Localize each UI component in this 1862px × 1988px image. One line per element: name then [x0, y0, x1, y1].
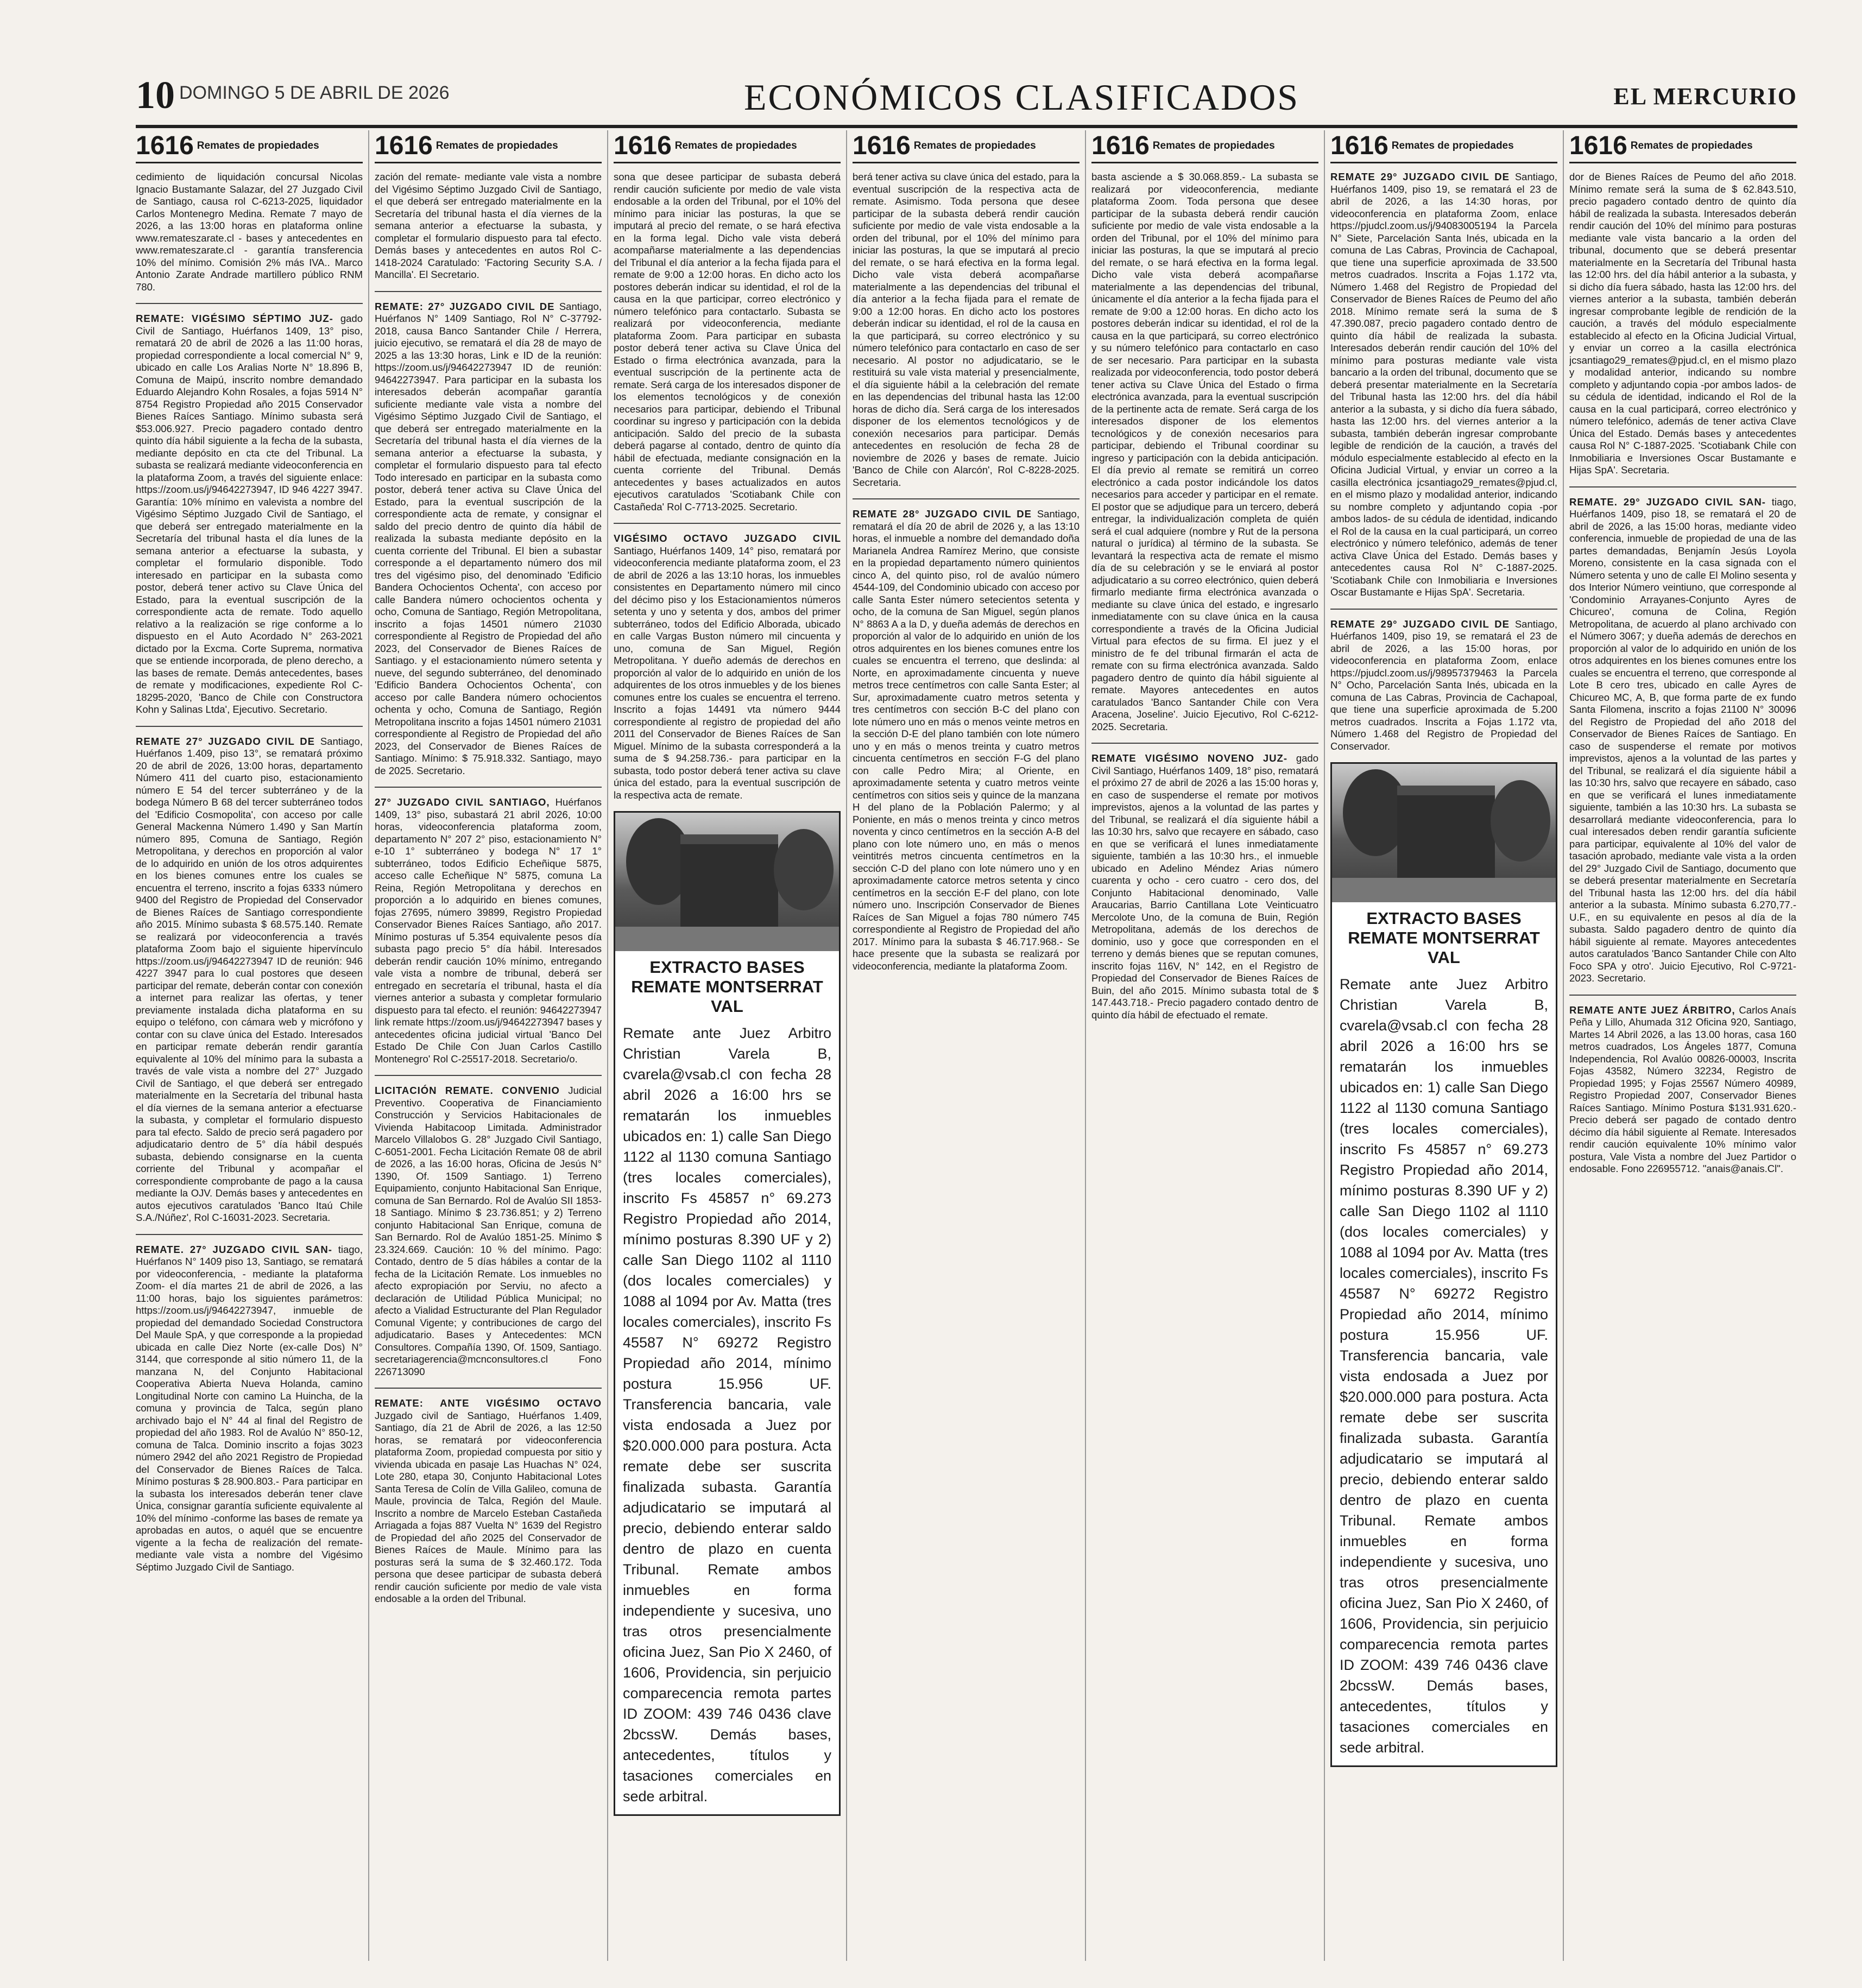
classified-notice: [1091, 752, 1318, 1021]
classified-notice: [1569, 1004, 1796, 1175]
notice-separator: [853, 498, 1080, 499]
notice-text: Santiago, rematará el día 20 de abril de 2026 y, a las 13:10 horas, el inmueble a nombre del demandado doña Marianela Andrea Ramírez Merino, que consiste en la propiedad departamento número quinientos cinco A, del quinto piso, rol de avalúo número 4544-109, del Condominio ubicado con acceso por calle Santa Ester número setecientos setenta y ocho, de la comuna de San Miguel, según planos N° 8863 A a la D, y dueña además de derechos en proporción al valor de lo adquirido en unión de los otros adquirentes en los bienes comunes entre los cuales se encuentra el terreno, que deslinda: al Norte, en aproximadamente cincuenta y nueve metros trece centímetros con calle Santa Ester; al Sur, aproximadamente cuatro metros setenta y tres centímetros con sección B-C del plano con lote número uno en más o menos veinte metros en la sección D-E del plano también con lote número uno y en más o menos treinta y cuatro metros cincuenta centímetros en sección F-G del plano con calle Pedro Mira; al Oriente, en aproximadamente setenta y cuatro metros veinte centímetros con sitios seis y quince de la manzana H del plano de la Población Palermo; y al Poniente, en más o menos treinta y cinco metros noventa y cinco centímetros en la sección A-B del plano con lote número uno, en más o menos veintitrés metros cincuenta centímetros en la sección C-D del plano con lote número uno y en aproximadamente catorce metros setenta y cinco centímetros en la sección E-F del plano, con lote número uno. Inscripción Conservador de Bienes Raíces de San Miguel a fojas 780 número 745 correspondiente al Registro de Propiedad del año 2017. Mínimo para la subasta $ 46.717.968.- Se hace presente que la subasta se realizará por videoconferencia, mediante la plataforma Zoom.: [853, 508, 1080, 972]
page-header: [136, 71, 1797, 128]
notice-separator: [375, 787, 602, 788]
classified-notice: [853, 508, 1080, 972]
classified-notice: [136, 171, 363, 293]
classified-notice: [136, 1244, 363, 1574]
ad-body: Remate ante Juez Arbitro Christian Varela B, cvarela@vsab.cl con fecha 28 abril 2026 a 16:00 hrs se rematarán los inmuebles ubicados en: 1) calle San Diego 1122 al 1130 comuna Santiago (tres locales comerciales), inscrito Fs 45857 n° 69.273 Registro Propiedad año 2014, mínimo posturas 8.390 UF y 2) calle San Diego 1102 al 1110 (dos locales comerciales) y 1088 al 1094 por Av. Matta (tres locales comerciales), inscrito Fs 45587 N° 69272 Registro Propiedad año 2014, mínimo postura 15.956 UF. Transferencia bancaria, vale vista endosada a Juez por $20.000.000 para postura. Acta remate debe ser suscrita finalizada subasta. Garantía adjudicatario se imputará al precio, debiendo enterar saldo dentro de plazo en cuenta Tribunal. Remate ambos inmuebles en forma independiente y sucesiva, uno tras otros presencialmente oficina Juez, San Pio X 2460, of 1606, Providencia, sin perjuicio comparecencia remota partes ID ZOOM: 439 746 0436 clave 2bcssW. Demás bases, antecedentes, títulos y tasaciones comerciales en sede arbitral.: [623, 1025, 831, 1805]
category-code: 1616: [853, 131, 911, 160]
classified-notice: [1569, 171, 1796, 477]
category-header: [136, 130, 363, 163]
classified-notice: [1091, 171, 1318, 733]
category-header: [1330, 130, 1557, 163]
column-7: [1569, 130, 1796, 1961]
category-header: [375, 130, 602, 163]
classified-notice: [1330, 618, 1557, 753]
notice-separator: [136, 1234, 363, 1235]
notice-text: Santiago, Huérfanos 1409, piso 19, se rematará el 23 de abril de 2026, a las 15:00 horas, por videoconferencia en plataforma Zoom, enlace https://pjudcl.zoom.us/j/98957379463 la Parcela N° Ocho, Parcelación Santa Inés, ubicada en la comuna de Las Cabras, Provincia de Cachapoal, que tiene una superficie aproximada de 5.200 metros cuadrados. Inscrita a Fojas 1.172 vta, Número 1.468 del Registro de Propiedad del Conservador.: [1330, 618, 1557, 752]
notice-text: cedimiento de liquidación concursal Nicolas Ignacio Bustamante Salazar, del 27 Juzgado Civil de Santiago, causa rol C-6213-2025, liquidador Carlos Montenegro Medina. Remate 7 mayo de 2026, a las 13:00 horas en plataforma online www.remateszarate.cl - bases y antecedentes en www.remateszarate.cl - garantía transferencia 10% del mínimo. Comisión 2% más IVA.. Marco Antonio Zarate Andrade martillero público RNM 780.: [136, 171, 363, 293]
column-2: [375, 130, 602, 1961]
category-code: 1616: [1330, 131, 1388, 160]
newspaper-brand: EL MERCURIO: [1613, 83, 1797, 110]
category-code: 1616: [375, 131, 433, 160]
notice-separator: [136, 303, 363, 304]
column-rule: [368, 130, 369, 1961]
category-label: Remates de propiedades: [674, 140, 797, 151]
ad-body: Remate ante Juez Arbitro Christian Varela B, cvarela@vsab.cl con fecha 28 abril 2026 a 16:00 hrs se rematarán los inmuebles ubicados en: 1) calle San Diego 1122 al 1130 comuna Santiago (tres locales comerciales), inscrito Fs 45857 n° 69.273 Registro Propiedad año 2014, mínimo posturas 8.390 UF y 2) calle San Diego 1102 al 1110 (dos locales comerciales) y 1088 al 1094 por Av. Matta (tres locales comerciales), inscrito Fs 45587 N° 69272 Registro Propiedad año 2014, mínimo postura 15.956 UF. Transferencia bancaria, vale vista endosada a Juez por $20.000.000 para postura. Acta remate debe ser suscrita finalizada subasta. Garantía adjudicatario se imputará al precio, debiendo enterar saldo dentro de plazo en cuenta Tribunal. Remate ambos inmuebles en forma independiente y sucesiva, uno tras otros presencialmente oficina Juez, San Pio X 2460, of 1606, Providencia, sin perjuicio comparecencia remota partes ID ZOOM: 439 746 0436 clave 2bcssW. Demás bases, antecedentes, títulos y tasaciones comerciales en sede arbitral.: [1340, 976, 1548, 1756]
notice-text: Santiago, Huérfanos 1409, 14° piso, rematará por videoconferencia mediante plataforma zoom, el 23 de abril de 2026 a las 13:10 horas, los inmuebles consistentes en Departamento número mil cinco del décimo piso y los Estacionamientos números setenta y uno y setenta y dos, ambos del primer subterráneo, todos del Edificio Alborada, ubicado en calle Vargas Buston número mil cincuenta y uno, comuna de San Miguel, Región Metropolitana. Y dueño además de derechos en proporción al valor de lo adquirido en unión de los adquirentes de los otros inmuebles y de los bienes comunes entre los cuales se encuentra el terreno. Inscrito a fojas 14491 vta número 9444 correspondiente al registro de propiedad del año 2011 del Conservador de Bienes Raíces de San Miguel. Mínimo de la subasta corresponderá a la suma de $ 94.258.736.- para participar en la subasta, todo postor deberá tener activa su clave única del estado, para la eventual suscripción de la respectiva acta de remate.: [614, 545, 841, 801]
column-rule: [1324, 130, 1325, 1961]
notice-separator: [614, 523, 841, 524]
notice-text: tiago, Huérfanos N° 1409 piso 13, Santiago, se rematará por videoconferencia, - mediante la plataforma Zoom- el día martes 21 de abril de 2026, a las 11:00 horas, bajo los siguientes parámetros: https://zoom.us/j/94642273947, inmueble de propiedad del demandado Sociedad Constructora Del Maule SpA, y que corresponde a la propiedad ubicada en calle Diez Norte (ex-calle Dos) N° 3144, que corresponde al sitio número 11, de la manzana N, del Conjunto Habitacional Cooperativa Abierta Nueva Holanda, camino Longitudinal Norte con camino La Huincha, de la comuna y provincia de Talca, según plano archivado bajo el N° 44 al final del Registro de propiedad del año 1983. Rol de Avalúo N° 850-12, comuna de Talca. Dominio inscrito a fojas 3023 número 2942 del año 2021 Registro de Propiedad del Conservador de Bienes Raíces de Talca. Mínimo posturas $ 28.900.803.- Para participar en la subasta los interesados deberán tener clave Única, consignar garantía suficiente equivalente al 10% del mínimo -conforme las bases de remate ya aprobadas en autos, o aquél que se encuentre vigente a la fecha de realización del remate- mediante vale vista a nombre del Vigésimo Séptimo Juzgado Civil de Santiago.: [136, 1243, 363, 1573]
notice-text: Santiago, Huérfanos 1.409, piso 13°, se rematará próximo 20 de abril de 2026, 13:00 horas, departamento Número 411 del cuarto piso, estacionamiento número E 54 del tercer subterráneo y de la bodega Número B 68 del tercer subterráneo todos del 'Edificio Cosmopolita', con acceso por calle General Mackenna Número 1.490 y San Martín número 895, Comuna de Santiago, Región Metropolitana, y derechos en proporción al valor de lo adquirido en unión de los otros adquirentes en los bienes comunes entre los cuales se encuentra el terreno, inscrito a fojas 6333 número 9400 del Registro de Propiedad del Conservador de Bienes Raíces de Santiago correspondiente año 2015. Mínimo subasta $ 68.575.140. Remate se realizará por videoconferencia a través plataforma Zoom bajo el siguiente hipervínculo https://zoom.us/j/94642273947 ID de reunión: 946 4227 3947 para lo cual postores que deseen participar del remate, deberán contar con conexión a internet para realizar las ofertas, y tener previamente instalada dicha plataforma en su equipo o teléfono, con cámara web y micrófono y contar con su clave única del Estado. Interesados en participar remate deberán rendir garantía equivalente al 10% del mínimo para la subasta a través de vale vista a nombre del 27° Juzgado Civil de Santiago, el que deberá ser entregado materialmente en la Secretaría del tribunal hasta el día viernes de la semana anterior a efectuarse la subasta, y completar el formulario dispuesto para tal efecto. Saldo de precio será pagadero por adjudicatario dentro de 5° día hábil después subasta, debiendo consignarse en la cuenta corriente del Tribunal y acompañar el correspondiente comprobante de pago a la causa mediante la OJV. Demás bases y antecedentes en autos ejecutivos caratulados 'Banco Itaú Chile S.A./Núñez', Rol C-16031-2023. Secretaria.: [136, 735, 363, 1223]
classified-notice: [1330, 171, 1557, 599]
classified-notice: [136, 736, 363, 1224]
column-4: [853, 130, 1080, 1961]
classified-notice: [853, 171, 1080, 489]
notice-separator: [1569, 995, 1796, 996]
notice-text: Judicial Preventivo. Cooperativa de Financiamiento Construcción y Servicios Habitacionales de Vivienda Habitacoop Limitada. Administrador Marcelo Villalobos G. 28° Juzgado Civil Santiago, C-6051-2001. Fecha Licitación Remate 08 de abril de 2026, a las 16:00 horas, Oficina de Jesús N° 1390, Of. 1509 Santiago. 1) Terreno Equipamiento, conjunto Habitacional San Enrique, comuna de San Bernardo. Rol de Avalúo SII 1853-18 Santiago. Mínimo $ 23.736.851; y 2) Terreno conjunto Habitacional San Enrique, comuna de San Bernardo. Rol de Avalúo 1851-25. Mínimo $ 23.324.669. Caución: 10 % del mínimo. Pago: Contado, dentro de 5 días hábiles a contar de la fecha de la Licitación Remate. Los inmuebles no afecto expropiación por Serviu, no afecto a declaración de Utilidad Pública Municipal; no afecto a Vialidad Estructurante del Plan Regulador Comunal Vigente; y contribuciones de cargo del adjudicatario. Bases y Antecedentes: MCN Consultores. Compañía 1390, Of. 1509, Santiago. secretariagerencia@mcnconsultores.cl Fono 226713090: [375, 1085, 602, 1377]
notice-separator: [136, 726, 363, 727]
classified-notice: [375, 301, 602, 777]
boxed-advertisement: [614, 811, 841, 1816]
category-label: Remates de propiedades: [1391, 140, 1514, 151]
notice-heading: REMATE 27° JUZGADO CIVIL DE: [136, 735, 320, 747]
notice-text: Huérfanos 1409, 13° piso, subastará 21 abril 2026, 10:00 horas, videoconferencia plataforma zoom, departamento N° 207 2° piso, estacionamiento N° e-10 1° subterráneo y bodega N° 17 1° subterráneo, todos Edificio Echeñique 5875, acceso calle Echeñique N° 5875, comuna La Reina, Región Metropolitana y derechos en proporción a lo adquirido en bienes comunes, fojas 27695, número 39899, Registro Propiedad Conservador Bienes Raíces Santiago, año 2017. Mínimo posturas uf 5.354 equivalente pesos día subasta pago precio 5° día hábil. Interesados deberán rendir caución 10% mínimo, entregando vale vista a nombre de tribunal, deberá ser entregado en secretaría el tribunal, hasta el día viernes anterior a subasta y completar formulario dispuesto para tal efecto. el reunión: 94642273947 link remate https://zoom.us/j/94642273947 bases y antecedentes oficina judicial virtual 'Banco Del Estado De Chile Con Juan Carlos Castillo Montenegro' Rol C-25517-2018. Secretario/o.: [375, 796, 602, 1065]
notice-text: gado Civil de Santiago, Huérfanos 1409, 13° piso, rematará 20 de abril de 2026 a las 11:00 horas, propiedad correspondiente a local comercial N° 9, ubicado en calle Los Aralias Norte N° 18.896 B, Comuna de Maipú, inscrito nombre demandado Eduardo Alejandro Kohn Rosales, a fojas 5914 N° 8754 Registro Propiedad año 2015 Conservador Bienes Raíces Santiago. Mínimo subasta será $53.006.927. Precio pagadero contado dentro quinto día hábil siguiente a la fecha de la subasta, mediante depósito en cta cte del Tribunal. La subasta se realizará mediante videoconferencia en la plataforma Zoom, a través del siguiente enlace: https://zoom.us/j/94642273947, ID 946 4227 3947. Garantía: 10% mínimo en valevista a nombre del Vigésimo Séptimo Juzgado Civil de Santiago, el que deberá ser entregado materialmente en la Secretaría del tribunal hasta el día lunes de la semana anterior a efectuarse la subasta, y completar el formulario disponible. Todo interesado en participar en la subasta como postor, deberá tener activo su Clave Única del Estado, para la eventual suscripción de la correspondiente acta de remate. Todo aquello relativo a la realización se rige conforme a lo dispuesto en el Auto Acordado N° 263-2021 dictado por la Excma. Corte Suprema, normativa que se entiende incorporada, de pleno derecho, a las bases de remate. Demás antecedentes, bases de remate y modificaciones, expediente Rol C-18295-2020, 'Banco de Chile con Constructora Kohn y Salinas Ltda', Ejecutivo. Secretario.: [136, 313, 363, 715]
column-1: [136, 130, 363, 1961]
notice-heading: REMATE 29° JUZGADO CIVIL DE: [1330, 618, 1515, 630]
notice-heading: REMATE: 27° JUZGADO CIVIL DE: [375, 300, 559, 312]
notice-heading: 27° JUZGADO CIVIL SANTIAGO,: [375, 796, 556, 808]
column-rule: [846, 130, 847, 1961]
category-code: 1616: [1091, 131, 1150, 160]
classified-notice: [614, 171, 841, 513]
classified-notice: [375, 1085, 602, 1378]
notice-separator: [375, 1075, 602, 1076]
notice-text: Santiago, Huérfanos 1409, piso 19, se rematará el 23 de abril de 2026, a las 14:30 horas, por videoconferencia en plataforma Zoom, enlace https://pjudcl.zoom.us/j/94083005194 la Parcela N° Siete, Parcelación Santa Inés, ubicada en la comuna de Las Cabras, Provincia de Cachapoal, que tiene una superficie aproximada de 33.500 metros cuadrados. Inscrita a Fojas 1.172 vta, Número 1.468 del Registro de Propiedad del Conservador de Bienes Raíces de Peumo del año 2018. Mínimo remate será la suma de $ 47.390.087, precio pagadero contado dentro de quinto día hábil de realizada la subasta. Interesados deberán rendir caución del 10% del mínimo para posturas mediante vale vista bancario a la orden del tribunal, documento que se deberá presentar materialmente en la Secretaría del Tribunal hasta las 12:00 hrs. del día hábil anterior a la subasta, y si dicho día fuera sábado, hasta las 12:00 hrs. del viernes anterior a la subasta, también deberán ingresar comprobante legible de rendición de la caución, a través del módulo especialmente establecido al efecto en la Oficina Judicial Virtual, y enviar un correo a la casilla electrónica jcsantiago29_remates@pjud.cl, en el mismo plazo y modalidad anterior, indicando su nombre completo y adjuntando copia -por ambos lados- de su cédula de identidad, indicando el Rol de la causa en la cual participará, un correo electrónico y número telefónico, además de tener activa Clave Única del Estado. Demás bases y antecedentes causa Rol N° C-1887-2025. 'Scotiabank Chile con Inmobiliaria e Inversiones Oscar Bustamante e Hijas SpA'. Secretaria.: [1330, 171, 1557, 598]
classified-notice: [1569, 496, 1796, 985]
notice-heading: REMATE: ANTE VIGÉSIMO OCTAVO: [375, 1397, 602, 1409]
boxed-advertisement: [1330, 762, 1557, 1767]
column-3: [614, 130, 841, 1961]
notice-text: berá tener activa su clave única del estado, para la eventual suscripción de la respectiva acta de remate. Asimismo. Toda persona que desee participar de la subasta deberá rendir caución suficiente por medio de vale vista endosable a la orden del tribunal, por el 10% del mínimo para iniciar las posturas, la que se imputará al precio del remate, o se hará efectiva en la forma legal. Dicho vale vista deberá acompañarse materialmente a las dependencias del tribunal el día anterior a la fecha fijada para el remate de 9:00 a 12:00 horas. En dicho acto los postores deberán indicar su identidad, el rol de la causa en la que participará, su correo electrónico y su número telefónico para contactarlo en caso de ser necesario. Al postor no adjudicatario, se le restituirá su vale vista material y presencialmente, el día siguiente hábil a la celebración del remate en las dependencias del tribunal hasta las 12:00 horas de dicho día. Será carga de los interesados disponer de los elementos tecnológicos y de conexión necesarios para participar. Demás antecedentes en resolución de fecha 28 de noviembre de 2026 y bases de remate. Juicio 'Banco de Chile con Alarcón', Rol C-8228-2025. Secretaria.: [853, 171, 1080, 488]
section-title: ECONÓMICOS CLASIFICADOS: [744, 77, 1300, 118]
notice-separator: [1330, 609, 1557, 610]
notice-text: zación del remate- mediante vale vista a nombre del Vigésimo Séptimo Juzgado Civil de Santiago, el que deberá ser entregado materialmente en la Secretaría del tribunal hasta el día viernes de la semana anterior a efectuarse la subasta, y completar el formulario dispuesto para tal efecto. Demás bases y antecedentes en autos Rol C-1418-2024 Caratulado: 'Factoring Security S.A. / Mancilla'. El Secretario.: [375, 171, 602, 280]
classified-notice: [375, 1397, 602, 1605]
notice-text: Santiago, Huérfanos N° 1409 Santiago, Rol N° C-37792-2018, causa Banco Santander Chile / Herrera, juicio ejecutivo, se rematará el día 28 de mayo de 2025 a las 13:30 horas, Link e ID de la reunión: https://zoom.us/j/94642273947 ID de reunión: 94642273947. Para participar en la subasta los interesados deberán acompañar garantía suficiente mediante vale vista a nombre del Vigésimo Séptimo Juzgado Civil de Santiago, el que deberá ser entregado materialmente en la Secretaría del tribunal hasta el día viernes de la semana anterior a efectuarse la subasta, y completar el formulario dispuesto para tal efecto Todo interesado en participar en la subasta como postor, deberá tener activa su Clave Única del Estado, para la eventual suscripción de la correspondiente acta de remate, y consignar el saldo del precio dentro de quinto día hábil de realizada la subasta mediante depósito en la cuenta corriente del Tribunal. El bien a subastar corresponde a el departamento número dos mil tres del vigésimo piso, del denominado 'Edificio Bandera Ochocientos Ochenta', con acceso por calle Bandera número ochocientos ochenta y ocho, Comuna de Santiago, Región Metropolitana, inscrito a fojas 14501 número 21030 correspondiente al Registro de Propiedad del año 2023, del Conservador de Bienes Raíces de Santiago. y el estacionamiento número setenta y nueve, del segundo subterráneo, del denominado 'Edificio Bandera Ochocientos Ochenta', con acceso por calle Bandera número ochocientos ochenta y ocho, Comuna de Santiago, Región Metropolitana inscrito a fojas 14501 número 21031 correspondiente al Registro de Propiedad del año 2023, del Conservador de Bienes Raíces de Santiago. Mínimo: $ 75.918.332. Santiago, mayo de 2025. Secretario.: [375, 300, 602, 776]
notice-heading: REMATE 28° JUZGADO CIVIL DE: [853, 508, 1037, 520]
notice-heading: REMATE VIGÉSIMO NOVENO JUZ-: [1091, 752, 1296, 764]
classified-notice: [375, 171, 602, 281]
column-rule: [1563, 130, 1564, 1961]
notice-separator: [375, 1388, 602, 1389]
building-photo: [615, 813, 839, 951]
category-header: [1569, 130, 1796, 163]
category-header: [614, 130, 841, 163]
column-6: [1330, 130, 1557, 1961]
ad-title: EXTRACTO BASES REMATE MONTSERRAT VAL: [1348, 909, 1540, 967]
category-label: Remates de propiedades: [197, 140, 319, 151]
classified-notice: [614, 533, 841, 801]
notice-heading: REMATE 29° JUZGADO CIVIL DE: [1330, 171, 1515, 182]
category-label: Remates de propiedades: [1630, 140, 1753, 151]
notice-text: Carlos Anaís Peña y Lillo, Ahumada 312 Oficina 920, Santiago, Martes 14 Abril 2026, a las 13.00 horas, casa 160 metros cuadrados, Los Ángeles 1877, Comuna Independencia, Rol Avalúo 00826-00003, Inscrita Fojas 43582, Número 32234, Registro de Propiedad 1995; y Fojas 25567 Número 40989, Registro Propiedad 2007, Conservador Bienes Raíces Santiago. Mínimo Postura $131.931.620.- Precio deberá ser pagado de contado dentro décimo día hábil siguiente al Remate. Interesados rendir caución equivalente 10% mínimo valor postura, Vale Vista a nombre del Juez Partidor o endosable. Fono 226955712. "anais@anais.Cl".: [1569, 1004, 1796, 1174]
notice-text: sona que desee participar de subasta deberá rendir caución suficiente por medio de vale vista endosable a la orden del Tribunal, por el 10% del mínimo para iniciar las posturas, la que se imputará al precio del remate, o se hará efectiva en la forma legal. Dicho vale vista deberá acompañarse materialmente a las dependencias del Tribunal el día anterior a la fecha fijada para el remate de 9:00 a 12:00 horas. En dicho acto los postores deberán indicar su identidad, el rol de la causa en la que participar, correo electrónico y número telefónico para contactarlo. Subasta se realizará por videoconferencia, mediante plataforma Zoom. Para participar en subasta postor deberá tener activa su Clave Única del Estado o firma electrónica avanzada, para la eventual suscripción de la pertinente acta de remate. Será carga de los interesados disponer de los elementos tecnológicos y de conexión necesarios para participar, debiendo el Tribunal coordinar su ingreso y participación con la debida anticipación. Saldo del precio de la subasta deberá pagarse al contado, dentro de quinto día hábil de efectuada, mediante consignación en la cuenta corriente del Tribunal. Demás antecedentes y bases actualizados en autos ejecutivos caratulados 'Scotiabank Chile con Castañeda' Rol C-7713-2025. Secretario.: [614, 171, 841, 512]
notice-heading: REMATE. 27° JUZGADO CIVIL SAN-: [136, 1243, 338, 1255]
category-code: 1616: [1569, 131, 1627, 160]
column-rule: [607, 130, 608, 1961]
notice-heading: REMATE ANTE JUEZ ÁRBITRO,: [1569, 1004, 1739, 1016]
notice-heading: VIGÉSIMO OCTAVO JUZGADO CIVIL: [614, 533, 841, 544]
notice-text: Juzgado civil de Santiago, Huérfanos 1.409, Santiago, día 21 de Abril de 2026, a las 12:50 horas, se rematará por videoconferencia plataforma Zoom, propiedad compuesta por sitio y vivienda ubicada en pasaje Las Huachas N° 024, Lote 280, etapa 30, Conjunto Habitacional Lotes Santa Teresa de Colín de Villa Galileo, comuna de Maule, provincia de Talca, Región del Maule. Inscrito a nombre de Marcelo Esteban Castañeda Arriagada a fojas 887 Vuelta N° 1639 del Registro de Propiedad del año 2025 del Conservador de Bienes Raíces de Maule. Mínimo para las posturas será la suma de $ 32.460.172. Toda persona que desee participar de subasta deberá rendir caución suficiente por medio de vale vista endosable a la orden del Tribunal.: [375, 1409, 602, 1604]
notice-separator: [1091, 743, 1318, 744]
issue-date: DOMINGO 5 DE ABRIL DE 2026: [179, 83, 450, 103]
category-label: Remates de propiedades: [435, 140, 558, 151]
column-5: [1091, 130, 1318, 1961]
category-label: Remates de propiedades: [1152, 140, 1275, 151]
notice-text: basta asciende a $ 30.068.859.- La subasta se realizará por videoconferencia, mediante plataforma Zoom. Toda persona que desee participar de la subasta deberá rendir caución suficiente por medio de vale vista endosable a la orden del Tribunal, por el 10% del mínimo para iniciar las posturas, la que se imputará al precio del remate, o se hará efectiva en la forma legal. Dicho vale vista deberá acompañarse materialmente a las dependencias del tribunal, únicamente el día anterior a la fecha fijada para el remate de 9:00 a 12:00 horas. En dicho acto los postores deberán indicar su identidad, el rol de la causa en la que participará, su correo electrónico y su número telefónico para contactarlo en caso de ser necesario. Para participar en la subasta realizada por videoconferencia, todo postor deberá tener activa su Clave Única del Estado o firma electrónica avanzada, para la eventual suscripción de la pertinente acta de remate. Será carga de los interesados disponer de los elementos tecnológicos y de conexión necesarios para participar, debiendo el Tribunal coordinar su ingreso y participación con la debida anticipación. El día previo al remate se remitirá un correo electrónico a cada postor indicándole los datos necesarios para acceder y participar en el remate. El postor que se adjudique para un tercero, deberá entregar, la individualización completa de quién será el cual adquiere (nombre y Rut de la persona natural o jurídica) al término de la subasta. Se levantará la respectiva acta de remate el mismo día de su celebración y se le enviará al postor adjudicatario a su correo electrónico, quien deberá firmarlo mediante firma electrónica avanzada o mediante su clave única del estado, e ingresarlo inmediatamente con su clave única en la causa correspondiente a través de la Oficina Judicial Virtual para efectos de su firma. El juez y el ministro de fe del tribunal firmarán el acta de remate con su firma electrónica avanzada. Saldo pagadero dentro de quinto día hábil siguiente al remate. Mayores antecedentes en autos caratulados 'Banco Santander Chile con Vera Aracena, Joseline'. Juicio Ejecutivo, Rol C-6212-2025. Secretaria.: [1091, 171, 1318, 732]
category-code: 1616: [614, 131, 672, 160]
category-code: 1616: [136, 131, 194, 160]
category-header: [1091, 130, 1318, 163]
notice-text: dor de Bienes Raíces de Peumo del año 2018. Mínimo remate será la suma de $ 62.843.510, precio pagadero contado dentro de quinto día hábil de realizada la subasta. Interesados deberán rendir caución del 10% del mínimo para posturas mediante vale vista bancario a la orden del tribunal, documento que se deberá presentar materialmente en la Secretaría del Tribunal hasta las 12:00 hrs. del día hábil anterior a la subasta, y si dicho día fuera sábado, hasta las 12:00 hrs. del viernes anterior a la subasta, también deberán ingresar comprobante legible de rendición de la caución, a través del módulo especialmente establecido al efecto en la Oficina Judicial Virtual, y enviar un correo a la casilla electrónica jcsantiago29_remates@pjud.cl, en el mismo plazo y modalidad anterior, indicando su nombre completo y adjuntando copia -por ambos lados- de su cédula de identidad, indicando el Rol de la causa en la cual participará, correo electrónico y número telefónico, además de tener activa Clave Única del Estado. Demás bases y antecedentes causa Rol N° C-1887-2025. 'Scotiabank Chile con Inmobiliaria e Inversiones Oscar Bustamante e Hijas SpA'. Secretaria.: [1569, 171, 1796, 476]
ad-title: EXTRACTO BASES REMATE MONTSERRAT VAL: [631, 958, 823, 1016]
category-label: Remates de propiedades: [913, 140, 1036, 151]
notice-text: gado Civil Santiago, Huérfanos 1409, 18° piso, rematará el próximo 27 de abril de 2026 a las 15:00 horas y, en caso de suspenderse el remate por motivos imprevistos, ajenos a la voluntad de las partes y del Tribunal, se realizará el día siguiente hábil a las 10:30 hrs, salvo que recayere en sábado, caso en que se verificará el lunes inmediatamente siguiente, también a las 10:30 hrs., el inmueble ubicado en Adelino Méndez Arias número cuarenta y ocho - cero cuatro - cero dos, del Conjunto Habitacional denominado, Valle Araucarias, Barrio Cantillana Lote Veinticuatro Mercolote Uno, de la comuna de Buin, Región Metropolitana, además de los derechos de dominio, uso y goce que corresponden en el terreno y demás bienes que se reputan comunes, inscrito fojas 116V, N° 142, en el Registro de Propiedad del Conservador de Bienes Raíces de Buin, del año 2015. Mínimo subasta total de $ 147.443.718.- Precio pagadero contado dentro de quinto día hábil de efectuado el remate.: [1091, 752, 1318, 1021]
building-photo: [1332, 764, 1556, 902]
notice-text: tiago, Huérfanos 1409, piso 18, se rematará el 20 de abril de 2026, a las 15:00 horas, mediante video conferencia, inmueble de propiedad de una de las partes demandadas, Benjamín Jesús Loyola Moreno, consistente en la casa signada con el Número setenta y uno de calle El Molino sesenta y dos Interior Número veintiuno, que corresponde al 'Condominio Arrayanes-Conjunto Ayres de Chicureo', comuna de Colina, Región Metropolitana, de acuerdo al plano archivado con el Número 3067; y dueña además de derechos en proporción al valor de lo adquirido en unión de los otros adquirentes en los bienes comunes entre los cuales se encuentra el terreno, que corresponde al Lote B cero tres, ubicado en calle Ayres de Chicureo MC, A, B, que forma parte de ex fundo Santa Filomena, inscrito a fojas 21100 N° 30096 del Registro de Propiedad del año 2018 del Conservador de Bienes Raíces de Santiago. En caso de suspenderse el remate por motivos imprevistos, ajenos a la voluntad de las partes y del Tribunal, se realizará el día siguiente hábil a las 10:30 hrs, salvo que recayere en sábado, caso en que se verificará el lunes inmediatamente siguiente, también a las 10:30 hrs. La subasta se desarrollará mediante videoconferencia, para lo cual interesados deben rendir garantía suficiente para participar, equivalente al 10% del valor de tasación aprobado, mediante vale vista a la orden del 29° Juzgado Civil de Santiago, documento que se deberá presentar materialmente en Secretaría del Tribunal hasta las 12:00 hrs. del día hábil anterior a la subasta. Mínimo subasta 6.270,77.- U.F., en su equivalente en pesos al día de la subasta. Saldo pagadero dentro de quinto día hábil siguiente al remate. Mayores antecedentes autos caratulados 'Banco Santander Chile con Alto Foco SPA y otro'. Juicio Ejecutivo, Rol C-9721-2023. Secretario.: [1569, 496, 1796, 984]
notice-heading: REMATE: VIGÉSIMO SÉPTIMO JUZ-: [136, 313, 340, 324]
column-rule: [1085, 130, 1086, 1961]
notice-separator: [375, 291, 602, 292]
category-header: [853, 130, 1080, 163]
classified-notice: [375, 796, 602, 1065]
page-number: 10: [136, 73, 175, 117]
classified-notice: [136, 313, 363, 716]
notice-heading: LICITACIÓN REMATE. CONVENIO: [375, 1085, 569, 1096]
notice-heading: REMATE. 29° JUZGADO CIVIL SAN-: [1569, 496, 1772, 508]
notice-separator: [1569, 486, 1796, 487]
